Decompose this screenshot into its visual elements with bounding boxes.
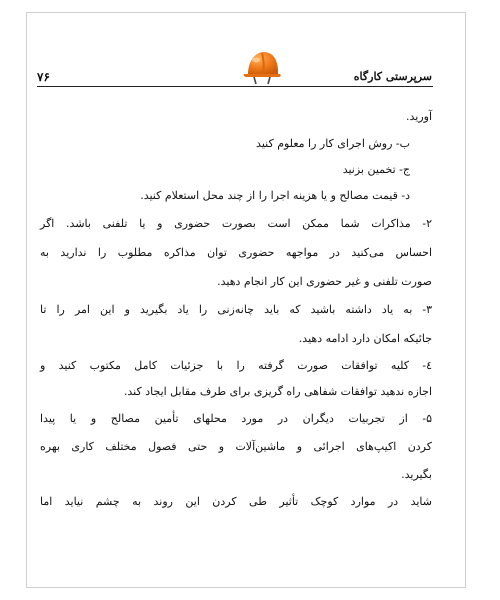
text-line: آورید.	[405, 110, 432, 123]
text-line: بگیرید.	[401, 468, 432, 481]
text-line: ۳- به یاد داشته باشید که باید چانه‌زنی را یاد بگیرید و این امر را تا	[40, 303, 432, 316]
page-number: ۷۶	[37, 70, 50, 84]
text-line: ٤- کلیه توافقات صورت گرفته را با جزئیات کامل مکتوب کنید و	[40, 359, 432, 372]
text-line: صورت تلفنی و غیر حضوری این کار انجام دهید.	[217, 275, 432, 288]
text-line: ب- روش اجرای کار را معلوم کنید	[256, 137, 410, 150]
text-line: د- قیمت مصالح و یا هزینه اجرا را از چند محل استعلام کنید.	[140, 189, 410, 202]
text-line: شاید در موارد کوچک تأثیر طی کردن این روند به چشم نیاید اما	[40, 495, 432, 508]
text-line: ۵- از تجربیات دیگران در مورد محلهای تأمین مصالح و یا پیدا	[40, 412, 432, 425]
text-line: ج- تخمین بزنید	[342, 163, 410, 176]
running-title: سرپرستی کارگاه	[353, 70, 432, 83]
header-rule	[37, 86, 433, 87]
text-line: احساس می‌کنید در مواجهه حضوری توان مذاکره مطلوب را ندارید به	[40, 246, 432, 259]
page-header	[37, 48, 432, 88]
text-line: کردن اکیپ‌های اجرائی و ماشین‌آلات و حتی فصول مختلف کاری بهره	[40, 440, 432, 453]
text-line: جائیکه امکان دارد ادامه دهید.	[298, 332, 432, 345]
text-line: ۲- مذاکرات شما ممکن است بصورت حضوری و یا تلفنی باشد. اگر	[40, 217, 432, 230]
text-line: اجازه ندهید توافقات شفاهی راه گریزی برای طرف مقابل ایجاد کند.	[123, 385, 432, 398]
hard-hat-icon	[242, 48, 282, 86]
